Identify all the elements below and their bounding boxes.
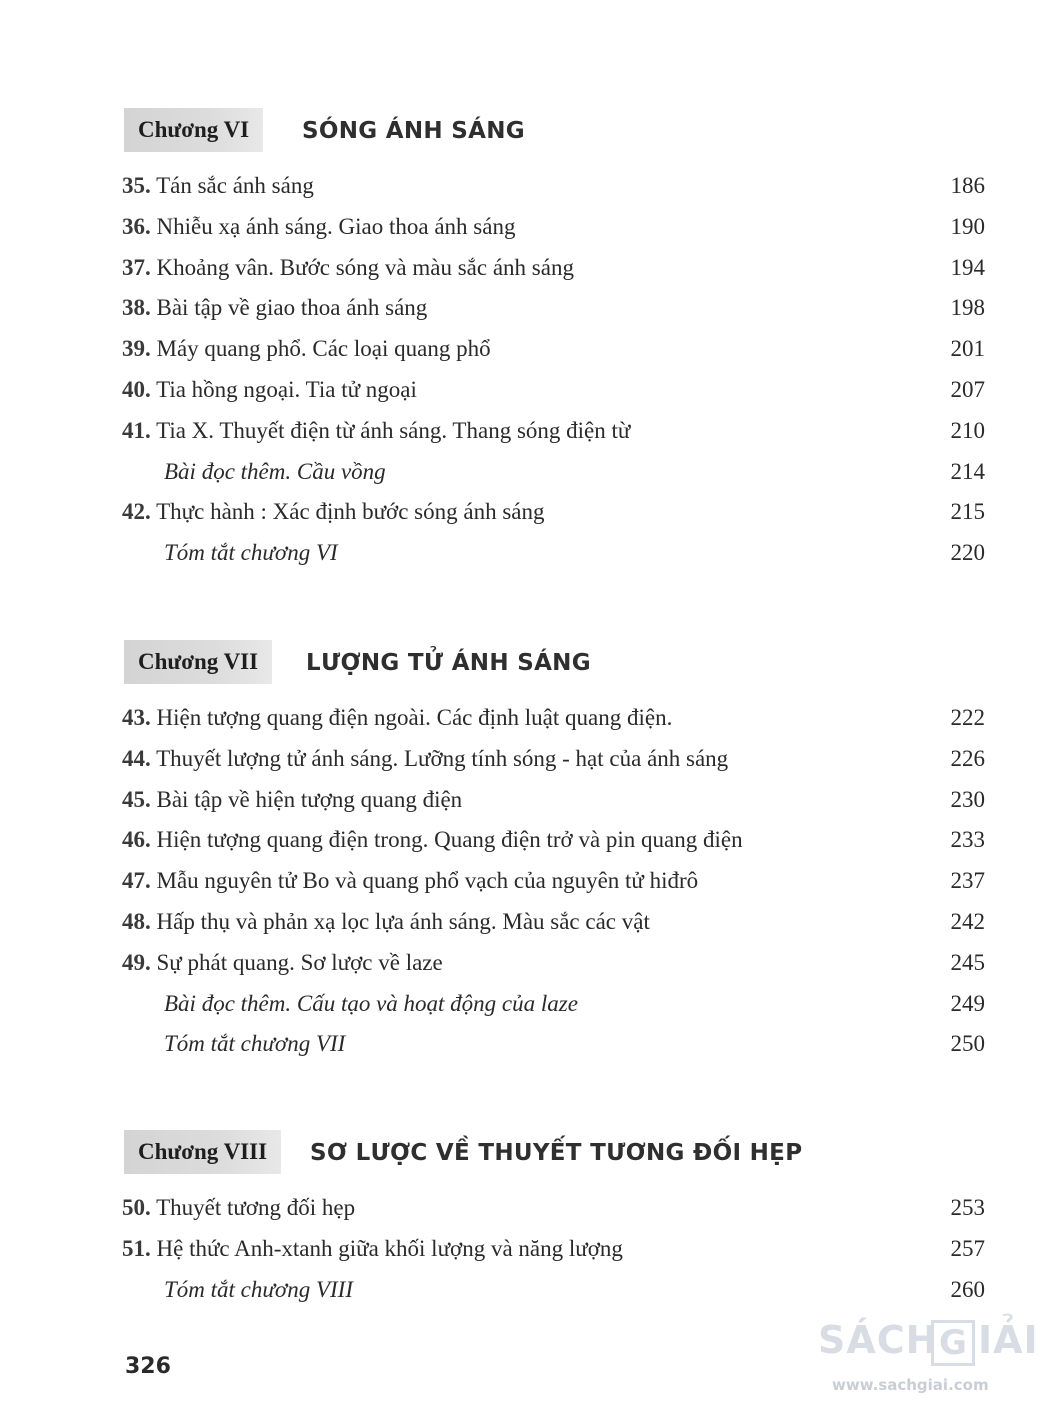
entry-title: Hệ thức Anh-xtanh giữa khối lượng và năng lượng — [156, 1235, 623, 1261]
toc-entry — [122, 902, 650, 942]
entry-number: 44. — [122, 745, 151, 771]
entry-page-number: 194 — [950, 254, 985, 280]
entry-title: Thuyết tương đối hẹp — [156, 1195, 356, 1220]
toc-entry — [122, 166, 314, 206]
entry-title: Tia hồng ngoại. Tia tử ngoại — [156, 377, 417, 402]
chapter-label: Chương VII — [124, 640, 272, 684]
entry-number: 40. — [122, 377, 151, 402]
entry-page-number: 207 — [950, 377, 985, 402]
toc-entry-extra — [164, 984, 578, 1024]
entry-number: 35. — [122, 173, 151, 198]
entry-page-number: 215 — [950, 499, 985, 525]
entry-number: 36. — [122, 213, 151, 239]
toc-entry — [122, 248, 574, 288]
entry-title: Tia X. Thuyết điện từ ánh sáng. Thang sóng điện từ — [156, 417, 631, 443]
entry-page-number: 233 — [950, 827, 985, 853]
toc-entry — [122, 1188, 355, 1228]
entry-title: Mẫu nguyên tử Bo và quang phổ vạch của nguyên tử hiđrô — [156, 868, 699, 894]
toc-entry — [122, 492, 545, 532]
entry-page-number: 245 — [950, 949, 985, 975]
entry-title: Tóm tắt chương VI — [164, 540, 338, 566]
toc-entry — [122, 1229, 623, 1269]
toc-entry — [122, 329, 491, 369]
entry-page-number: 222 — [950, 705, 985, 730]
entry-page-number: 257 — [950, 1235, 985, 1261]
entry-title: Thực hành : Xác định bước sóng ánh sáng — [156, 499, 545, 525]
entry-title: Máy quang phổ. Các loại quang phổ — [156, 336, 491, 362]
entry-page-number: 214 — [950, 458, 985, 484]
entry-number: 51. — [122, 1235, 151, 1261]
toc-entry — [122, 780, 462, 820]
entry-page-number: 198 — [950, 295, 985, 321]
chapter-label: Chương VI — [124, 108, 263, 152]
entry-number: 43. — [122, 705, 151, 730]
entry-number: 38. — [122, 295, 151, 321]
entry-number: 46. — [122, 827, 151, 853]
entry-number: 47. — [122, 868, 151, 894]
toc-entry-extra — [164, 1270, 353, 1310]
entry-title: Hấp thụ và phản xạ lọc lựa ánh sáng. Màu sắc các vật — [156, 909, 650, 934]
entry-title: Hiện tượng quang điện ngoài. Các định luật quang điện. — [156, 705, 673, 730]
page-number: 326 — [125, 1354, 171, 1379]
entry-page-number: 220 — [950, 540, 985, 566]
entry-page-number: 186 — [950, 173, 985, 198]
entry-page-number: 210 — [950, 417, 985, 443]
entry-page-number: 237 — [950, 868, 985, 894]
entry-number: 39. — [122, 336, 151, 362]
watermark-box-letter: G — [931, 1320, 975, 1366]
toc-entry — [122, 943, 443, 983]
entry-page-number: 260 — [950, 1276, 985, 1302]
chapter-title: LƯỢNG TỬ ÁNH SÁNG — [306, 650, 591, 676]
entry-title: Hiện tượng quang điện trong. Quang điện trở và pin quang điện — [156, 827, 743, 853]
watermark-url: www.sachgiai.com — [832, 1376, 989, 1394]
entry-title: Nhiễu xạ ánh sáng. Giao thoa ánh sáng — [156, 213, 516, 239]
entry-number: 42. — [122, 499, 151, 525]
chapter-label: Chương VIII — [124, 1130, 281, 1174]
entry-title: Tóm tắt chương VII — [164, 1031, 346, 1057]
toc-entry — [122, 861, 698, 901]
entry-page-number: 190 — [950, 213, 985, 239]
entry-title: Bài tập về giao thoa ánh sáng — [156, 295, 428, 321]
chapter-title: SƠ LƯỢC VỀ THUYẾT TƯƠNG ĐỐI HẸP — [310, 1140, 803, 1166]
entry-page-number: 226 — [950, 745, 985, 771]
toc-entry-extra — [164, 452, 386, 492]
entry-page-number: 230 — [950, 786, 985, 812]
toc-entry — [122, 370, 417, 410]
entry-title: Khoảng vân. Bước sóng và màu sắc ánh sáng — [156, 254, 574, 280]
entry-title: Sự phát quang. Sơ lược về laze — [156, 949, 443, 975]
entry-title: Bài tập về hiện tượng quang điện — [156, 786, 463, 812]
entry-number: 37. — [122, 254, 151, 280]
toc-entry-extra — [164, 533, 338, 573]
toc-entry — [122, 739, 728, 779]
entry-number: 49. — [122, 949, 151, 975]
entry-number: 45. — [122, 786, 151, 812]
entry-title: Bài đọc thêm. Cầu vồng — [164, 458, 386, 484]
chapter-title: SÓNG ÁNH SÁNG — [302, 118, 525, 144]
entry-number: 48. — [122, 909, 151, 934]
watermark-word-right: IẢI — [978, 1318, 1039, 1362]
watermark-logo — [818, 1318, 1039, 1408]
entry-page-number: 201 — [950, 336, 985, 362]
entry-page-number: 249 — [950, 990, 985, 1016]
toc-entry — [122, 288, 427, 328]
entry-title: Tán sắc ánh sáng — [156, 173, 314, 198]
entry-page-number: 253 — [950, 1195, 985, 1220]
entry-title: Tóm tắt chương VIII — [164, 1276, 353, 1302]
toc-entry-extra — [164, 1024, 345, 1064]
toc-entry — [122, 207, 515, 247]
toc-entry — [122, 411, 630, 451]
entry-page-number: 250 — [950, 1031, 985, 1057]
watermark-word-left: SÁCH — [818, 1318, 939, 1362]
entry-number: 41. — [122, 417, 151, 443]
toc-entry — [122, 820, 743, 860]
entry-number: 50. — [122, 1195, 151, 1220]
entry-title: Bài đọc thêm. Cấu tạo và hoạt động của laze — [164, 990, 578, 1016]
toc-entry — [122, 698, 672, 738]
entry-title: Thuyết lượng tử ánh sáng. Lưỡng tính sóng - hạt của ánh sáng — [156, 745, 729, 771]
entry-page-number: 242 — [950, 909, 985, 934]
